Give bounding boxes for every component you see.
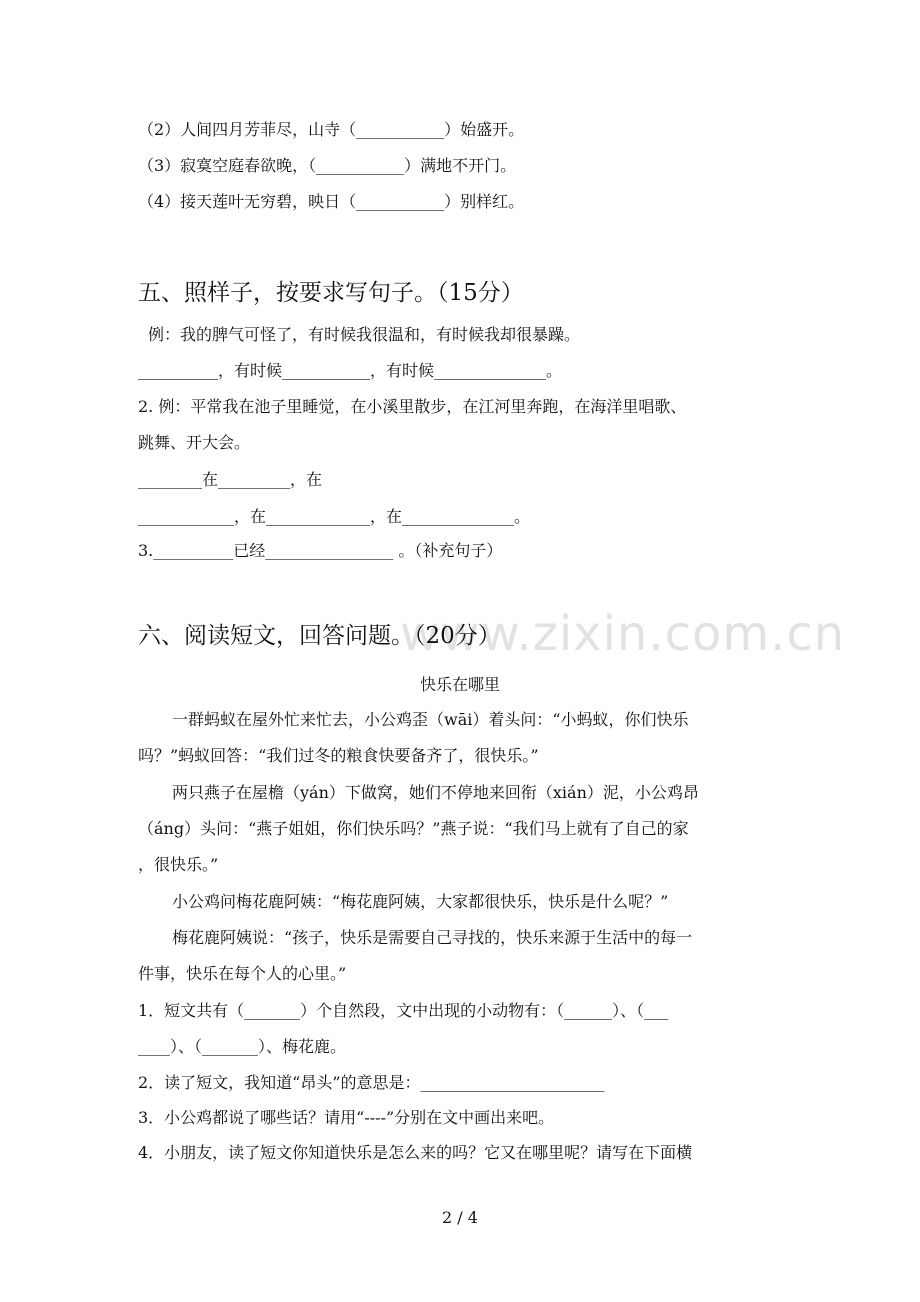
passage-line: ，很快乐。” (138, 855, 219, 874)
passage-line: 两只燕子在屋檐（yán）下做窝，她们不停地来回衔（xián）泥，小公鸡昂 (172, 783, 699, 802)
passage-line: 梅花鹿阿姨说：“孩子，快乐是需要自己寻找的，快乐来源于生活中的每一 (172, 928, 693, 947)
question-1-cont: ____）、（_______）、梅花鹿。 (138, 1037, 347, 1056)
section5-example: 例：我的脾气可怪了，有时候我很温和，有时候我却很暴躁。 (148, 325, 581, 344)
page-number: 2 / 4 (442, 1208, 478, 1227)
section5-heading: 五、照样子，按要求写句子。（15分） (138, 280, 524, 306)
passage-line: （áng）头问：“燕子姐姐，你们快乐吗？”燕子说：“我们马上就有了自己的家 (138, 819, 689, 838)
section5-item-3: 3.__________已经________________ 。（补充句子） (138, 541, 503, 560)
section5-blank-line-3: ____________，在_____________，在______________。 (138, 507, 531, 526)
passage-line: 小公鸡问梅花鹿阿姨：“梅花鹿阿姨，大家都很快乐，快乐是什么呢？” (172, 892, 669, 911)
section5-example-2: 2. 例：平常我在池子里睡觉，在小溪里散步，在江河里奔跑，在海洋里唱歌、 (138, 397, 687, 416)
passage-title: 快乐在哪里 (419, 675, 500, 694)
poem-line-2: （2）人间四月芳菲尽，山寺（___________）始盛开。 (138, 120, 525, 139)
question-3: 3．小公鸡都说了哪些话？请用“----”分别在文中画出来吧。 (138, 1108, 555, 1127)
section5-blank-line-2: ________在_________，在 (138, 470, 323, 489)
passage-line: 一群蚂蚁在屋外忙来忙去，小公鸡歪（wāi）着头问：“小蚂蚁，你们快乐 (172, 710, 689, 729)
watermark: www.zixin.com.cn (400, 606, 846, 662)
passage-line: 件事，快乐在每个人的心里。” (138, 964, 347, 983)
question-1: 1．短文共有（_______）个自然段，文中出现的小动物有：（______）、（___ (138, 1001, 669, 1020)
question-4: 4．小朋友，读了短文你知道快乐是怎么来的吗？它又在哪里呢？请写在下面横 (138, 1143, 693, 1162)
section5-blank-line-1: __________，有时候___________，有时候______________。 (138, 361, 563, 380)
section5-example-2-cont: 跳舞、开大会。 (138, 433, 251, 452)
poem-line-4: （4）接天莲叶无穷碧，映日（___________）别样红。 (138, 192, 525, 211)
poem-line-3: （3）寂寞空庭春欲晚，（___________）满地不开门。 (138, 156, 517, 175)
section6-heading: 六、阅读短文，回答问题。（20分） (138, 623, 501, 649)
passage-line: 吗？”蚂蚁回答：“我们过冬的粮食快要备齐了，很快乐。” (138, 746, 539, 765)
question-2: 2．读了短文，我知道“昂头”的意思是：_______________________ (138, 1073, 605, 1092)
